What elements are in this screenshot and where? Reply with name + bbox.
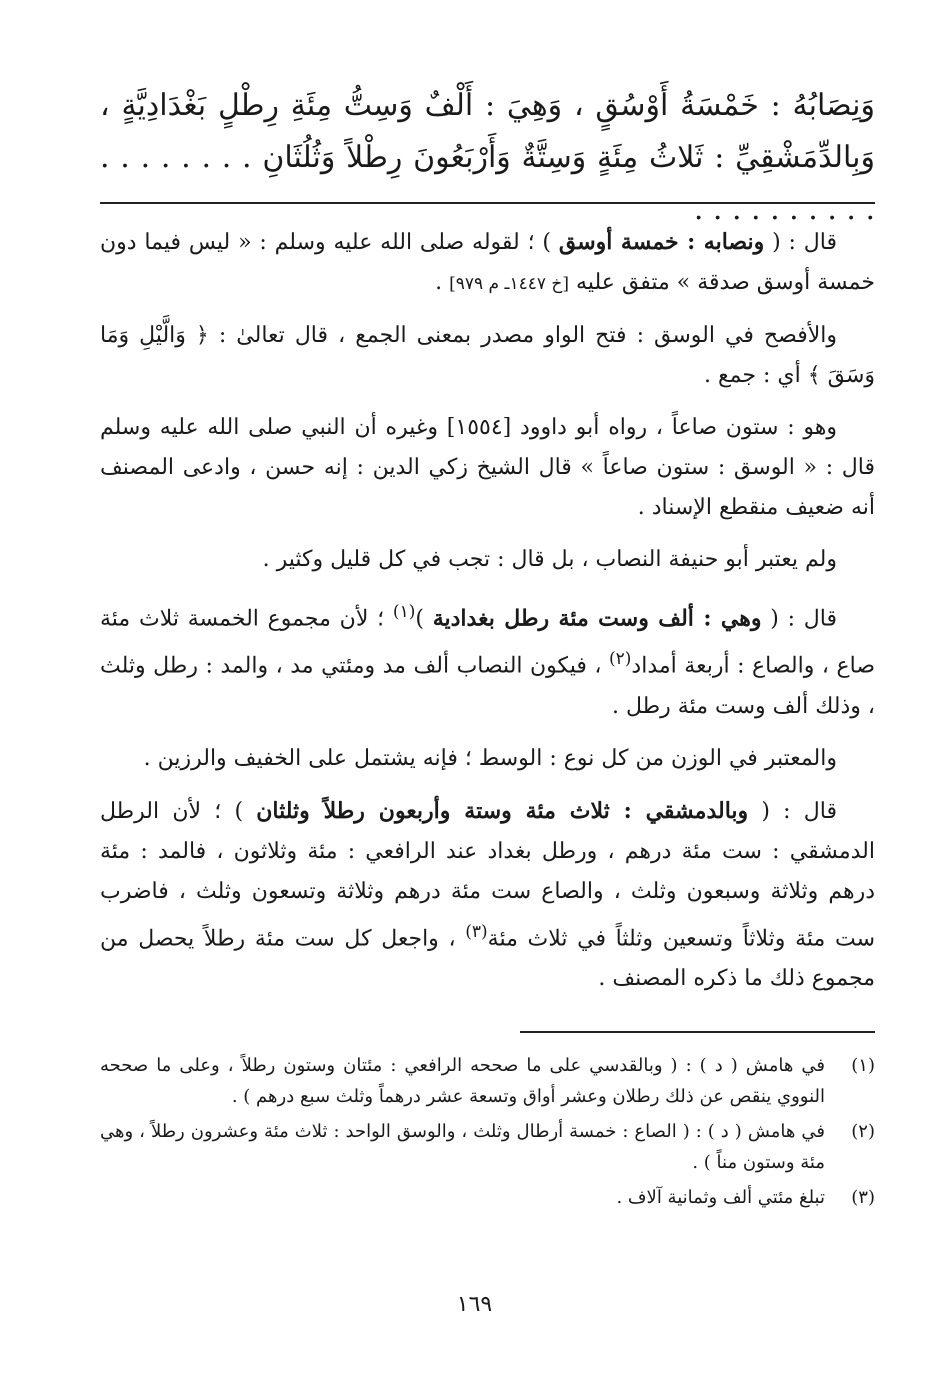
commentary-text [100, 222, 875, 1011]
matn-separator-rule [100, 202, 875, 204]
text-run: ، فيكون النصاب ألف مد ومئتي مد ، والمد : رطل وثلث ، وذلك ألف وست مئة رطل . [100, 653, 875, 719]
commentary-paragraph-7 [100, 791, 875, 999]
text-run: . [435, 270, 450, 295]
footnote-text: في هامش ( د ) : ( وبالقدسي على ما صححه الرافعي : مئتان وستون رطلاً ، وعلى ما صححه النووي ينقص عن ذلك رطلان وعشر أواق وتسعة عشر درهماً وثلث سبع درهم ) . [100, 1055, 825, 1107]
text-run: ) ؛ لأن الرطل الدمشقي : ست مئة درهم ، ورطل بغداد عند الرافعي : مئة وثلاثون ، فالمد : مئة درهم وثلاثة وسبعون وثلث ، والصاع ست مئة درهم وثلاثة وتسعون وثلث ، فاضرب ست مئة وثلاثاً وتسعين وثلثاً في ثلاث مئة [100, 798, 875, 951]
commentary-paragraph-5 [100, 592, 875, 727]
footnote-marker[interactable]: (٣) [465, 921, 488, 942]
matn-text [100, 80, 875, 236]
footnote-separator-rule [520, 1031, 875, 1033]
quoted-matn: ونصابه : خمسة أوسق [558, 229, 765, 255]
footnote-text: تبلغ مئتي ألف وثمانية آلاف . [616, 1187, 825, 1208]
page-number: ١٦٩ [456, 1292, 493, 1317]
commentary-paragraph-3: وهو : ستون صاعاً ، رواه أبو داوود [١٥٥٤] وغيره أن النبي صلى الله عليه وسلم قال : « الوسق : ستون صاعاً » قال الشيخ زكي الدين : إنه حسن ، وادعى المصنف أنه ضعيف منقطع الإسناد . [100, 415, 875, 520]
text-run: ، واجعل كل ست مئة رطلاً يحصل من مجموع ذلك ما ذكره المصنف . [100, 925, 875, 991]
commentary-paragraph-2: والأفصح في الوسق : فتح الواو مصدر بمعنى الجمع ، قال تعالىٰ : ﴿ وَالَّيْلِ وَمَا وَسَقَ ﴾ أي : جمع . [100, 323, 875, 388]
text-run: ) [415, 606, 433, 632]
matn-line-2: ثَلاثُ مِئَةٍ وَسِتَّةٌ وَأَرْبَعُونَ رِطْلاً وَثُلُثَانِ . [242, 140, 704, 175]
commentary-paragraph-6: والمعتبر في الوزن من كل نوع : الوسط ؛ فإنه يشتمل على الخفيف والرزين . [143, 745, 837, 771]
hadith-reference: [خ ١٤٤٧ـ م ٩٧٩] [449, 274, 570, 294]
quoted-matn: وبالدمشقي : ثلاث مئة وستة وأربعون رطلاً وثلثان [256, 797, 749, 824]
matn-line-1: وَنِصَابُهُ : خَمْسَةُ أَوْسُقٍ ، وَهِيَ : أَلْفٌ وَسِتُّ مِئَةِ رِطْلٍ بَغْدَادِيَّةٍ ، وَبِالدِّمَشْقِيِّ : [100, 88, 875, 175]
footnotes [100, 1050, 875, 1217]
text-run: ؛ لأن مجموع الخمسة ثلاث مئة صاع ، والصاع : أربعة أمداد [100, 606, 875, 679]
footnote-number: (٢) [851, 1121, 875, 1142]
footnote-number: (١) [851, 1055, 875, 1076]
text-run: قال : ( [761, 606, 838, 632]
footnote-text: في هامش ( د ) : ( الصاع : خمسة أرطال وثلث ، والوسق الواحد : ثلاث مئة وعشرون رطلاً ، وهي مئة وستون مناً ) . [100, 1121, 825, 1173]
commentary-paragraph-1 [100, 222, 875, 304]
footnote-2 [100, 1116, 875, 1178]
quoted-matn: وهي : ألف وست مئة رطل بغدادية [432, 605, 762, 632]
footnote-number: (٣) [851, 1187, 875, 1208]
text-run: قال : ( [764, 230, 837, 255]
matn-dots: . . . . . . . . . . . . . . . . . [100, 140, 875, 227]
footnote-marker[interactable]: (٢) [609, 649, 632, 670]
footnote-1 [100, 1050, 875, 1112]
text-run: قال : ( [748, 798, 837, 824]
commentary-paragraph-4: ولم يعتبر أبو حنيفة النصاب ، بل قال : تجب في كل قليل وكثير . [262, 547, 837, 572]
footnote-marker[interactable]: (١) [392, 602, 416, 622]
footnote-3 [100, 1182, 875, 1213]
text-run: ) ؛ لقوله صلى الله عليه وسلم : « ليس فيما دون خمسة أوسق صدقة » متفق عليه [100, 230, 875, 295]
